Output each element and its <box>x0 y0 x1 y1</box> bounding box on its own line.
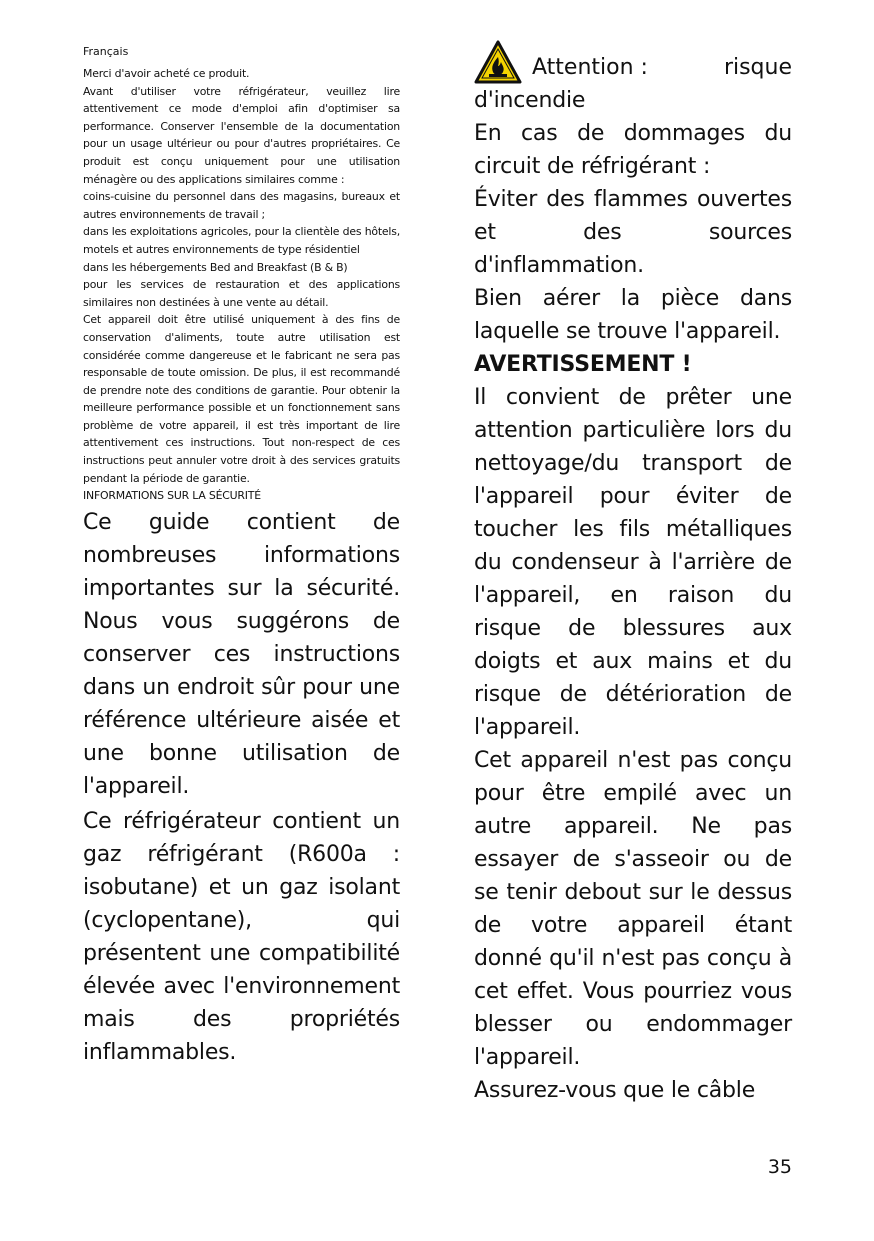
warning-paragraph: Il convient de prêter une attention particulière lors du nettoyage/du transport de l'appareil pour éviter de toucher les fils métalliques du condenseur à l'arrière de l'appareil, en raison du risque de blessures aux doigts et aux mains et du risque de détérioration de l'appareil. <box>474 385 792 740</box>
fire-risk-paragraph: Bien aérer la pièce dans laquelle se trouve l'appareil. <box>474 286 792 344</box>
fire-risk-paragraph: En cas de dommages du circuit de réfrigérant : <box>474 121 792 179</box>
warning-paragraph: Assurez-vous que le câble <box>474 1078 756 1103</box>
safety-paragraph: Ce réfrigérateur contient un gaz réfrigérant (R600a : isobutane) et un gaz isolant (cyclopentane), qui présentent une compatibilité élevée avec l'environnement mais des propriétés inflammables. <box>83 808 400 1065</box>
fire-risk-paragraph: Éviter des flammes ouvertes et des sources d'inflammation. <box>474 187 792 278</box>
intro-paragraph: coins-cuisine du personnel dans des magasins, bureaux et autres environnements de travail ; <box>83 190 400 221</box>
intro-paragraph: dans les hébergements Bed and Breakfast (B & B) <box>83 260 348 274</box>
right-column <box>474 40 792 1107</box>
attention-heading <box>474 40 792 84</box>
intro-paragraph: pour les services de restauration et des applications similaires non destinées à une vente au détail. <box>83 278 400 309</box>
warning-paragraph: Cet appareil n'est pas conçu pour être empilé avec un autre appareil. Ne pas essayer de s'asseoir ou de se tenir debout sur le dessus de votre appareil étant donné qu'il n'est pas conçu à cet effet. Vous pourriez vous blesser ou endommager l'appareil. <box>474 748 792 1070</box>
safety-paragraph: Ce guide contient de nombreuses informations importantes sur la sécurité. Nous vous suggérons de conserver ces instructions dans un endroit sûr pour une référence ultérieure aisée et une bonne utilisation de l'appareil. <box>83 509 400 799</box>
intro-paragraph: Avant d'utiliser votre réfrigérateur, veuillez lire attentivement ce mode d'emploi afin d'optimiser sa performance. Conserver l'ensemble de la documentation pour un usage ultérieur ou pour d'autres propriétaires. Ce produit est conçu uniquement pour une utilisation ménagère ou des applications similaires comme : <box>83 84 400 186</box>
intro-paragraph: dans les exploitations agricoles, pour la clientèle des hôtels, motels et autres environnements de type résidentiel <box>83 225 400 256</box>
attention-label: Attention : <box>532 55 648 80</box>
flammable-warning-icon <box>474 40 522 84</box>
safety-text <box>83 506 400 1069</box>
language-label: Français <box>83 45 129 58</box>
page-number: 35 <box>767 1156 792 1178</box>
left-column <box>83 45 400 1069</box>
section-title: INFORMATIONS SUR LA SÉCURITÉ <box>83 489 261 503</box>
warning-title: AVERTISSEMENT ! <box>474 352 692 377</box>
intro-text <box>83 65 400 505</box>
attention-risk-word: risque <box>723 55 792 80</box>
attention-continuation: d'incendie <box>474 88 586 113</box>
fire-risk-text <box>474 84 792 1107</box>
intro-paragraph: Merci d'avoir acheté ce produit. <box>83 67 250 80</box>
intro-paragraph: Cet appareil doit être utilisé uniquement à des fins de conservation d'aliments, toute autre utilisation est considérée comme dangereuse et le fabricant ne sera pas responsable de toute omission. De plus, il est recommandé de prendre note des conditions de garantie. Pour obtenir la meilleure performance possible et un fonctionnement sans problème de votre appareil, il est très important de lire attentivement ces instructions. Tout non-respect de ces instructions peut annuler votre droit à des services gratuits pendant la période de garantie. <box>83 313 400 485</box>
